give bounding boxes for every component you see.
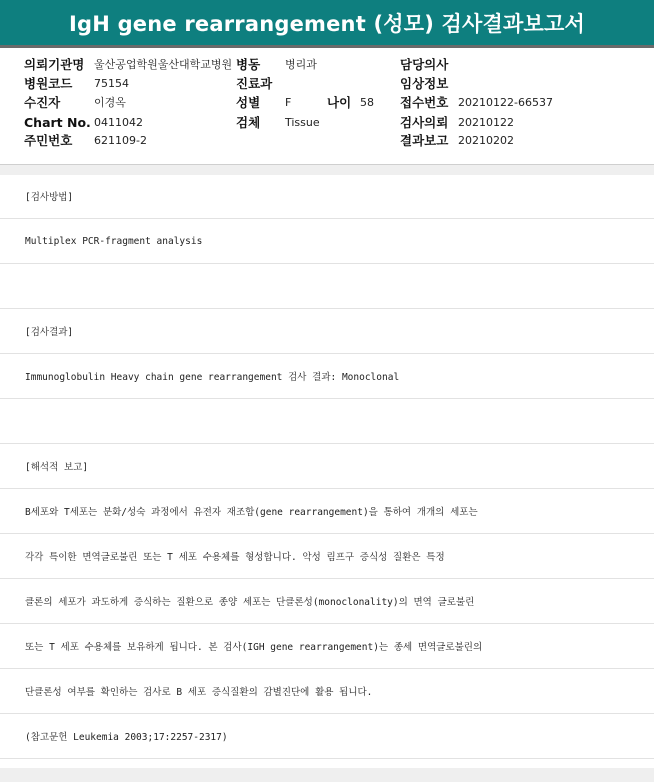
report-title-bar — [0, 0, 654, 48]
hospital-code-value: 75154 — [94, 77, 129, 90]
ward-value: 병리과 — [285, 58, 317, 71]
request-date-value: 20210122 — [458, 116, 514, 129]
request-date-label: 검사의뢰 — [400, 115, 449, 130]
resident-no-value: 621109-2 — [94, 134, 147, 147]
sex-value: F — [285, 96, 292, 109]
resident-no-label: 주민번호 — [24, 133, 73, 148]
chart-no-label: Chart No. — [24, 115, 91, 130]
age-value: 58 — [360, 96, 374, 109]
interpretation-line: B세포와 T세포는 분화/성숙 과정에서 유전자 재조합(gene rearrangement)을 통하여 개개의 세포는 — [0, 489, 654, 534]
interpretation-line: 클론의 세포가 과도하게 증식하는 질환으로 종양 세포는 단클론성(monoclonality)의 면역 글로불린 — [0, 579, 654, 624]
method-heading: [검사방법] — [0, 174, 654, 219]
hospital-value: 울산공업학원울산대학교병원 — [94, 58, 233, 71]
chart-no-value: 0411042 — [94, 116, 143, 129]
receipt-no-label: 접수번호 — [400, 95, 449, 110]
report-date-label: 결과보고 — [400, 133, 449, 148]
specimen-label: 검체 — [236, 115, 261, 130]
sex-label: 성별 — [236, 95, 261, 110]
result-text: Immunoglobulin Heavy chain gene rearrangement 검사 결과: Monoclonal — [0, 354, 654, 399]
doctor-label: 담당의사 — [400, 57, 449, 72]
footer-bar — [0, 768, 654, 782]
interpretation-line: 각각 특이한 면역글로불린 또는 T 세포 수용체를 형성합니다. 악성 림프구 증식성 질환은 특정 — [0, 534, 654, 579]
report-title: IgH gene rearrangement (성모) 검사결과보고서 — [69, 11, 585, 36]
interpretation-heading: [해석적 보고] — [0, 444, 654, 489]
receipt-no-value: 20210122-66537 — [458, 96, 553, 109]
clinical-info-label: 임상정보 — [400, 76, 449, 91]
empty-row — [0, 264, 654, 309]
empty-row — [0, 399, 654, 444]
method-text: Multiplex PCR-fragment analysis — [0, 219, 654, 264]
patient-label: 수진자 — [24, 95, 61, 110]
department-label: 진료과 — [236, 76, 273, 91]
patient-value: 이경옥 — [94, 96, 126, 109]
age-label: 나이 — [327, 95, 352, 110]
reference-text: (참고문헌 Leukemia 2003;17:2257-2317) — [0, 714, 654, 759]
ward-label: 병동 — [236, 57, 261, 72]
patient-info-section — [0, 52, 654, 164]
result-heading: [검사결과] — [0, 309, 654, 354]
interpretation-line: 또는 T 세포 수용체를 보유하게 됩니다. 본 검사(IGH gene rearrangement)는 종세 면역글로불린의 — [0, 624, 654, 669]
hospital-label: 의뢰기관명 — [24, 57, 85, 72]
report-date-value: 20210202 — [458, 134, 514, 147]
specimen-value: Tissue — [285, 116, 320, 129]
hospital-code-label: 병원코드 — [24, 76, 73, 91]
interpretation-line: 단클론성 여부를 확인하는 검사로 B 세포 증식질환의 감별진단에 활용 됩니다. — [0, 669, 654, 714]
